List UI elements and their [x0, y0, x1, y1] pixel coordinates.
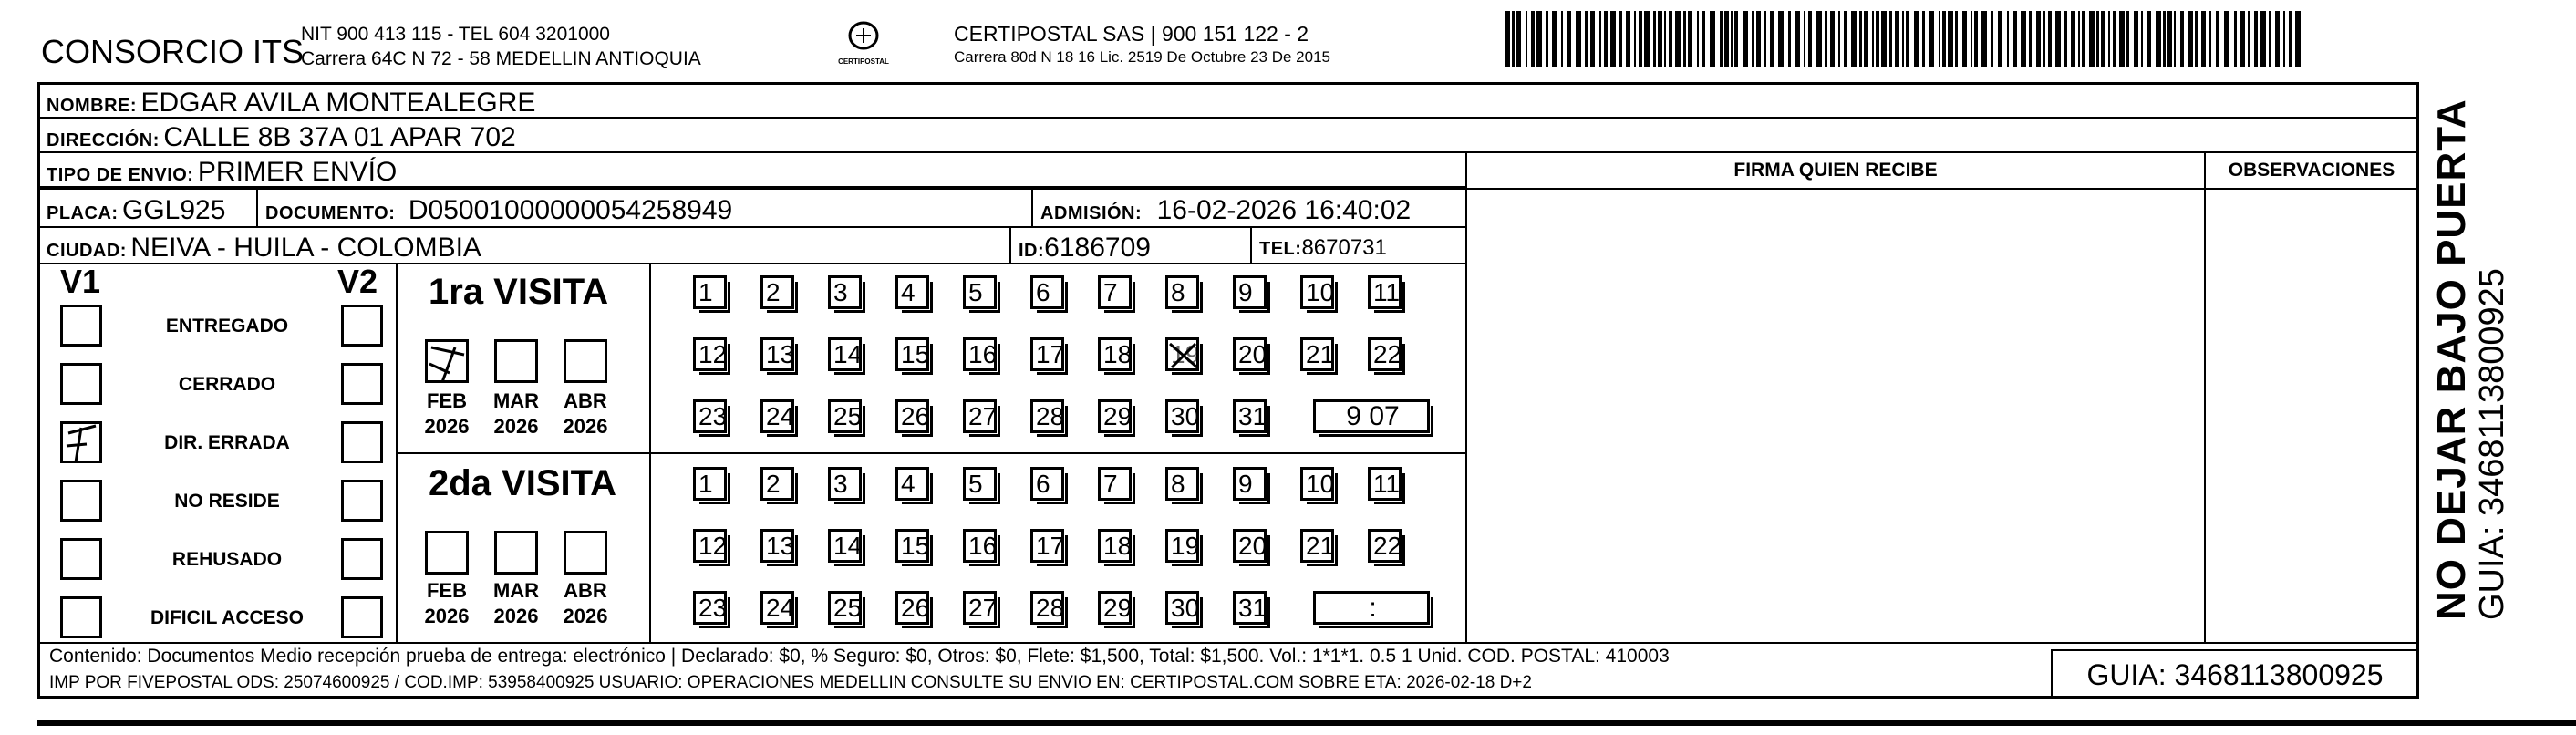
tel-value: 8670731	[1301, 235, 1387, 260]
barcode-bar	[2141, 11, 2143, 67]
barcode-bar	[1942, 11, 1946, 67]
barcode-bar	[2147, 11, 2151, 67]
barcode-bar	[1710, 11, 1715, 67]
day-box[interactable]: 4	[895, 467, 929, 501]
barcode-bar	[1734, 11, 1738, 67]
barcode-bar	[1599, 11, 1601, 67]
month-checkbox-mar[interactable]	[494, 339, 538, 383]
month-year: 2026	[424, 415, 470, 438]
month-year: 2026	[563, 605, 608, 627]
check-mark-icon	[428, 342, 470, 384]
barcode-bar	[1974, 11, 1978, 67]
v2-label: V2	[337, 263, 378, 300]
v2-checkbox[interactable]	[341, 305, 383, 347]
status-label: NO RESIDE	[174, 491, 280, 512]
day-box[interactable]: 10	[1300, 467, 1334, 501]
barcode-bar	[2007, 11, 2009, 67]
observaciones-label: OBSERVACIONES	[2206, 153, 2417, 190]
day-box[interactable]: 18	[1098, 337, 1132, 371]
barcode-bar	[2048, 11, 2052, 67]
placa-cell	[37, 188, 258, 228]
day-box[interactable]	[1165, 337, 1199, 371]
barcode-bar	[1626, 11, 1630, 67]
day-box[interactable]: 1	[693, 275, 727, 309]
v2-checkbox[interactable]	[341, 421, 383, 463]
direccion-value: CALLE 8B 37A 01 APAR 702	[163, 122, 516, 152]
company-name: CONSORCIO ITS	[41, 33, 305, 70]
barcode-bar	[2119, 11, 2125, 67]
month-name: ABR	[564, 579, 607, 602]
barcode-bar	[1876, 11, 1879, 67]
ciudad-value: NEIVA - HUILA - COLOMBIA	[130, 233, 481, 263]
time-box[interactable]: :	[1313, 591, 1430, 625]
status-label: DIR. ERRADA	[164, 432, 290, 453]
check-mark-icon	[63, 424, 103, 464]
barcode-bar	[1653, 11, 1656, 67]
time-box[interactable]: 9 07	[1313, 399, 1430, 433]
admision-value: 16-02-2026 16:40:02	[1156, 195, 1412, 225]
barcode-bar	[1567, 11, 1571, 67]
observaciones-area	[2204, 151, 2419, 644]
status-label: CERRADO	[178, 374, 276, 395]
admision-cell	[1031, 188, 1467, 228]
v2-checkbox[interactable]	[341, 538, 383, 580]
tel-cell	[1250, 226, 1467, 264]
tipo-label: TIPO DE ENVIO:	[47, 165, 194, 185]
barcode-bar	[1939, 11, 1940, 67]
day-box[interactable]: 21	[1300, 529, 1334, 563]
day-number: 19	[1171, 340, 1200, 368]
barcode-bar	[1644, 11, 1650, 67]
barcode-bar	[1619, 11, 1622, 67]
v1-checkbox[interactable]	[60, 480, 102, 522]
month-checkbox-feb[interactable]	[425, 531, 469, 575]
month-label	[558, 388, 613, 440]
row-tipo	[37, 151, 1467, 188]
day-box[interactable]: 12	[693, 529, 727, 563]
documento-label: DOCUMENTO:	[265, 203, 396, 223]
day-box[interactable]: 14	[828, 529, 862, 563]
barcode-bar	[1962, 11, 1967, 67]
day-box[interactable]: 9	[1233, 275, 1267, 309]
barcode-bar	[1778, 11, 1784, 67]
ciudad-label: CIUDAD:	[47, 241, 127, 261]
barcode-bar	[1864, 11, 1868, 67]
day-box[interactable]: 31	[1233, 591, 1267, 625]
barcode-bar	[1634, 11, 1636, 67]
direccion-label: DIRECCIÓN:	[47, 130, 160, 150]
logo-icon	[843, 20, 884, 53]
month-name: FEB	[427, 579, 467, 602]
v1-label: V1	[60, 263, 101, 300]
day-box[interactable]: 28	[1030, 399, 1064, 433]
barcode-bar	[2096, 11, 2099, 67]
barcode-bar	[1664, 11, 1666, 67]
tel-label: TEL:	[1259, 239, 1302, 259]
month-year: 2026	[424, 605, 470, 627]
barcode-bar	[2234, 11, 2237, 67]
barcode-bar	[1576, 11, 1581, 67]
barcode-bar	[2283, 11, 2285, 67]
month-name: MAR	[492, 579, 540, 602]
day-box[interactable]: 24	[760, 399, 794, 433]
barcode-bar	[2064, 11, 2067, 67]
month-label	[489, 578, 543, 629]
visit1-title: 1ra VISITA	[429, 272, 609, 312]
day-box[interactable]: 15	[895, 337, 929, 371]
barcode-bar	[2167, 11, 2172, 67]
day-box[interactable]: 3	[828, 467, 862, 501]
v2-checkbox[interactable]	[341, 596, 383, 638]
nombre-label: NOMBRE:	[47, 96, 138, 116]
month-label	[419, 388, 474, 440]
id-label: ID:	[1019, 241, 1045, 261]
barcode-bar	[1795, 11, 1800, 67]
barcode-bar	[2216, 11, 2219, 67]
barcode-bar	[1526, 11, 1527, 67]
barcode-bar	[2113, 11, 2116, 67]
day-box[interactable]: 30	[1165, 591, 1199, 625]
barcode-bar	[2108, 11, 2110, 67]
day-box[interactable]: 31	[1233, 399, 1267, 433]
certipostal-info	[954, 22, 1330, 67]
barcode-bar	[1844, 11, 1847, 67]
ciudad-cell	[37, 226, 1011, 264]
barcode-bar	[1639, 11, 1642, 67]
barcode-bar	[1536, 11, 1542, 67]
day-box[interactable]: 3	[828, 275, 862, 309]
barcode	[1505, 11, 2307, 67]
month-year: 2026	[493, 415, 539, 438]
day-box[interactable]: 11	[1368, 275, 1402, 309]
nit-line: NIT 900 413 115 - TEL 604 3201000	[301, 24, 610, 45]
day-box[interactable]: 13	[760, 529, 794, 563]
day-box[interactable]: 2	[760, 275, 794, 309]
barcode-bar	[1552, 11, 1557, 67]
barcode-bar	[2029, 11, 2032, 67]
month-checkbox-abr[interactable]	[564, 339, 607, 383]
day-box[interactable]: 23	[693, 591, 727, 625]
barcode-bar	[2295, 11, 2301, 67]
month-name: MAR	[492, 389, 540, 412]
day-box[interactable]: 30	[1165, 399, 1199, 433]
id-cell	[1009, 226, 1252, 264]
barcode-bar	[2078, 11, 2080, 67]
barcode-bar	[1764, 11, 1766, 67]
day-box[interactable]: 6	[1030, 275, 1064, 309]
placa-label: PLACA:	[47, 203, 119, 223]
day-box[interactable]: 12	[693, 337, 727, 371]
day-box[interactable]: 1	[693, 467, 727, 501]
barcode-bar	[1516, 11, 1521, 67]
v2-checkbox[interactable]	[341, 363, 383, 405]
day-box[interactable]: 22	[1368, 337, 1402, 371]
day-box[interactable]: 8	[1165, 275, 1199, 309]
barcode-bar	[1752, 11, 1754, 67]
footer-guia: GUIA: 3468113800925	[2086, 658, 2384, 691]
barcode-bar	[1720, 11, 1723, 67]
month-label	[558, 578, 613, 629]
barcode-bar	[1825, 11, 1827, 67]
barcode-bar	[2275, 11, 2280, 67]
barcode-bar	[2089, 11, 2095, 67]
day-box[interactable]: 14	[828, 337, 862, 371]
bottom-rule	[37, 720, 2576, 726]
barcode-bar	[1830, 11, 1835, 67]
barcode-bar	[2195, 11, 2198, 67]
row-direccion	[37, 117, 2419, 153]
barcode-bar	[1512, 11, 1515, 67]
nombre-value: EDGAR AVILA MONTEALEGRE	[140, 88, 536, 118]
barcode-bar	[1816, 11, 1822, 67]
barcode-bar	[2021, 11, 2026, 67]
barcode-bar	[1561, 11, 1563, 67]
day-box[interactable]: 26	[895, 591, 929, 625]
month-year: 2026	[493, 605, 539, 627]
barcode-bar	[1731, 11, 1733, 67]
barcode-bar	[1991, 11, 1993, 67]
side-warning: NO DEJAR BAJO PUERTA	[2429, 98, 2474, 620]
day-box[interactable]: 9	[1233, 467, 1267, 501]
barcode-bar	[1889, 11, 1892, 67]
day-box[interactable]: 2	[760, 467, 794, 501]
day-box[interactable]: 20	[1233, 337, 1267, 371]
barcode-bar	[1851, 11, 1857, 67]
v1-checkbox[interactable]	[60, 305, 102, 347]
barcode-bar	[1669, 11, 1672, 67]
day-box[interactable]: 4	[895, 275, 929, 309]
placa-value: GGL925	[122, 195, 226, 225]
v2-checkbox[interactable]	[341, 480, 383, 522]
documento-cell	[256, 188, 1033, 228]
firma-area	[1465, 151, 2206, 644]
barcode-bar	[2260, 11, 2266, 67]
day-box[interactable]: 17	[1030, 337, 1064, 371]
day-box[interactable]: 27	[963, 399, 997, 433]
barcode-bar	[2289, 11, 2292, 67]
barcode-bar	[1675, 11, 1681, 67]
day-box[interactable]: 20	[1233, 529, 1267, 563]
month-checkbox-abr[interactable]	[564, 531, 607, 575]
footer-imp: IMP POR FIVEPOSTAL ODS: 25074600925 / COD.IMP: 53958400925 USUARIO: OPERACIONES MEDELLIN CONSULTE SU ENVIO EN: CERTIPOSTAL.COM SOBRE ETA: 2026-02-18 D+2	[49, 673, 1532, 692]
barcode-bar	[1697, 11, 1699, 67]
barcode-bar	[1881, 11, 1887, 67]
certipostal-address: Carrera 80d N 18 16 Lic. 2519 De Octubre 23 De 2015	[954, 48, 1330, 66]
v1-checkbox[interactable]	[60, 596, 102, 638]
barcode-bar	[1906, 11, 1909, 67]
barcode-bar	[1922, 11, 1925, 67]
barcode-bar	[2163, 11, 2166, 67]
barcode-bar	[1902, 11, 1904, 67]
barcode-bar	[2043, 11, 2045, 67]
barcode-bar	[2082, 11, 2085, 67]
v1-checkbox[interactable]	[60, 421, 102, 463]
barcode-bar	[1590, 11, 1595, 67]
barcode-bar	[1914, 11, 1919, 67]
barcode-bar	[1585, 11, 1588, 67]
barcode-bar	[2174, 11, 2176, 67]
barcode-bar	[1788, 11, 1791, 67]
day-box[interactable]: 26	[895, 399, 929, 433]
day-box[interactable]: 16	[963, 337, 997, 371]
logo-caption: CERTIPOSTAL	[838, 57, 889, 66]
month-year: 2026	[563, 415, 608, 438]
admision-label: ADMISIÓN:	[1040, 203, 1143, 223]
barcode-bar	[1743, 11, 1748, 67]
day-box[interactable]: 18	[1098, 529, 1132, 563]
barcode-bar	[2240, 11, 2245, 67]
barcode-bar	[2134, 11, 2138, 67]
documento-value: D05001000000054258949	[408, 195, 733, 225]
day-box[interactable]: 7	[1098, 275, 1132, 309]
day-box[interactable]: 10	[1300, 275, 1334, 309]
status-label: ENTREGADO	[165, 316, 289, 336]
status-label: DIFICIL ACCESO	[150, 607, 304, 628]
barcode-bar	[1948, 11, 1953, 67]
v1-checkbox[interactable]	[60, 538, 102, 580]
day-box[interactable]: 28	[1030, 591, 1064, 625]
day-box[interactable]: 22	[1368, 529, 1402, 563]
barcode-bar	[1971, 11, 1972, 67]
firma-label: FIRMA QUIEN RECIBE	[1467, 153, 2204, 190]
status-label: REHUSADO	[171, 549, 283, 570]
certipostal-logo	[832, 20, 895, 66]
month-checkbox-feb[interactable]	[425, 339, 469, 383]
barcode-bar	[1683, 11, 1686, 67]
barcode-bar	[2180, 11, 2184, 67]
barcode-bar	[1505, 11, 1510, 67]
company-address: Carrera 64C N 72 - 58 MEDELLIN ANTIOQUIA	[301, 48, 701, 69]
barcode-bar	[1955, 11, 1958, 67]
day-mark-icon	[1168, 340, 1199, 371]
barcode-bar	[2126, 11, 2129, 67]
barcode-bar	[2248, 11, 2250, 67]
barcode-bar	[1546, 11, 1548, 67]
barcode-bar	[1929, 11, 1934, 67]
day-box[interactable]: 24	[760, 591, 794, 625]
barcode-bar	[1859, 11, 1862, 67]
barcode-bar	[1604, 11, 1608, 67]
day-box[interactable]: 8	[1165, 467, 1199, 501]
month-name: ABR	[564, 389, 607, 412]
barcode-bar	[2188, 11, 2193, 67]
barcode-bar	[1610, 11, 1616, 67]
day-box[interactable]: 25	[828, 399, 862, 433]
company-contact	[301, 22, 701, 71]
month-label	[489, 388, 543, 440]
day-box[interactable]: 5	[963, 275, 997, 309]
barcode-bar	[2209, 11, 2211, 67]
day-box[interactable]: 23	[693, 399, 727, 433]
barcode-bar	[1838, 11, 1840, 67]
barcode-bar	[2055, 11, 2061, 67]
side-text	[2429, 98, 2512, 620]
month-checkbox-mar[interactable]	[494, 531, 538, 575]
footer-contenido: Contenido: Documentos Medio recepción prueba de entrega: electrónico | Declarado: $0, % Seguro: $0, Otros: $0, Flete: $1,500, Total: $1,500. Vol.: 1*1*1. 0.5 1 Unid. COD. POSTAL: 410003	[49, 646, 1670, 667]
barcode-bar	[1688, 11, 1692, 67]
id-value: 6186709	[1044, 233, 1151, 263]
day-box[interactable]: 21	[1300, 337, 1334, 371]
v1-checkbox[interactable]	[60, 363, 102, 405]
tipo-value: PRIMER ENVÍO	[197, 157, 398, 187]
barcode-bar	[1658, 11, 1662, 67]
day-box[interactable]: 29	[1098, 399, 1132, 433]
barcode-bar	[2013, 11, 2017, 67]
day-box[interactable]: 11	[1368, 467, 1402, 501]
barcode-bar	[2101, 11, 2105, 67]
barcode-bar	[1804, 11, 1805, 67]
day-box[interactable]: 19	[1165, 529, 1199, 563]
footer-guia-box	[2051, 649, 2419, 699]
certipostal-line: CERTIPOSTAL SAS | 900 151 122 - 2	[954, 22, 1309, 46]
day-box[interactable]: 17	[1030, 529, 1064, 563]
day-box[interactable]: 6	[1030, 467, 1064, 501]
barcode-bar	[1981, 11, 1987, 67]
barcode-bar	[1895, 11, 1899, 67]
barcode-bar	[2036, 11, 2041, 67]
barcode-bar	[2201, 11, 2206, 67]
barcode-bar	[1872, 11, 1874, 67]
month-name: FEB	[427, 389, 467, 412]
barcode-bar	[2071, 11, 2075, 67]
day-box[interactable]: 27	[963, 591, 997, 625]
day-box[interactable]: 25	[828, 591, 862, 625]
barcode-bar	[1808, 11, 1812, 67]
day-box[interactable]: 5	[963, 467, 997, 501]
barcode-bar	[1702, 11, 1705, 67]
day-box[interactable]: 29	[1098, 591, 1132, 625]
day-box[interactable]: 16	[963, 529, 997, 563]
barcode-bar	[1998, 11, 2002, 67]
barcode-bar	[2224, 11, 2229, 67]
day-box[interactable]: 15	[895, 529, 929, 563]
day-box[interactable]: 13	[760, 337, 794, 371]
side-guia: GUIA: 3468113800925	[2473, 268, 2511, 620]
row-nombre	[37, 82, 2419, 119]
barcode-bar	[1770, 11, 1774, 67]
barcode-bar	[2269, 11, 2271, 67]
month-label	[419, 578, 474, 629]
barcode-bar	[1531, 11, 1535, 67]
barcode-bar	[1724, 11, 1729, 67]
barcode-bar	[2156, 11, 2161, 67]
visit2-title: 2da VISITA	[429, 463, 616, 503]
barcode-bar	[1756, 11, 1761, 67]
barcode-bar	[2254, 11, 2258, 67]
day-box[interactable]: 7	[1098, 467, 1132, 501]
